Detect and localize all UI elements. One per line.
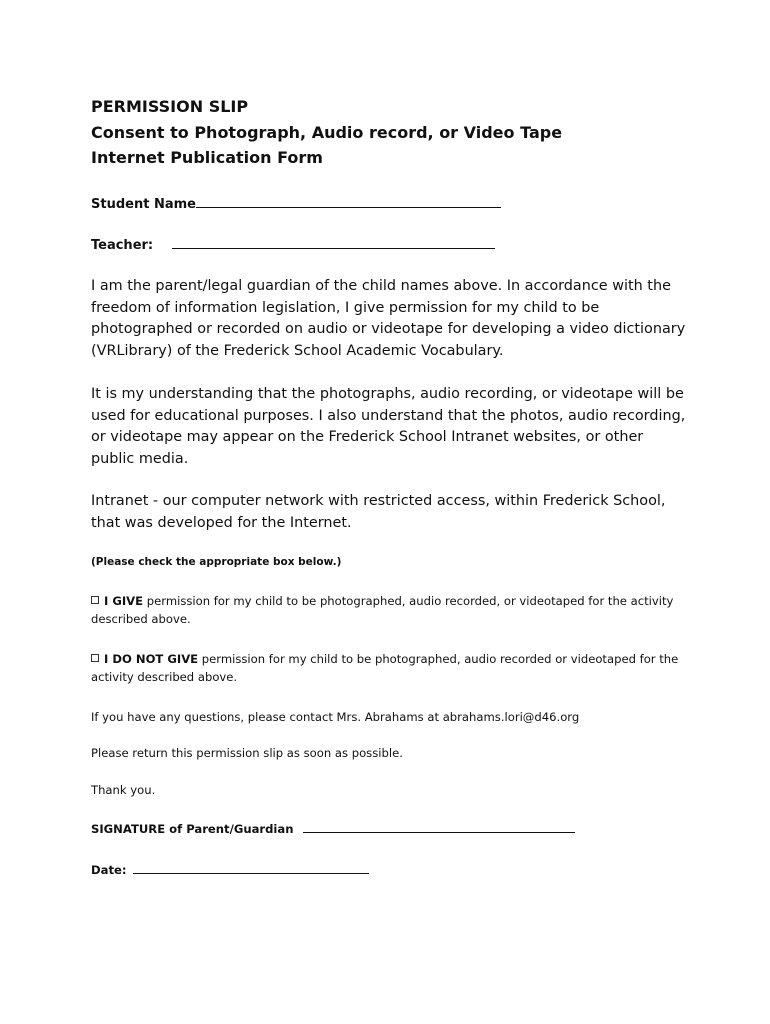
student-name-blank[interactable] [196, 194, 501, 208]
intranet-definition-paragraph: Intranet - our computer network with restricted access, within Frederick School, that was developed for the Internet. [91, 493, 666, 531]
deny-permission-checkbox[interactable] [91, 654, 99, 662]
document-subtitle: Consent to Photograph, Audio record, or Video Tape [91, 122, 563, 142]
deny-permission-bold: I DO NOT GIVE [104, 652, 199, 666]
teacher-blank[interactable] [172, 235, 495, 249]
date-field [91, 862, 369, 877]
deny-permission-option [91, 650, 691, 686]
check-box-instruction: (Please check the appropriate box below.) [91, 556, 342, 568]
contact-line: If you have any questions, please contact Mrs. Abrahams at abrahams.lori@d46.org [91, 710, 580, 724]
usage-paragraph: It is my understanding that the photographs, audio recording, or videotape will be used for educational purposes. I also understand that the photos, audio recording, or videotape may appear on the Frederick School Intranet websites, or other public media. [91, 386, 686, 468]
give-permission-text: permission for my child to be photographed, audio recorded, or videotaped for the activity described above. [91, 594, 674, 626]
thank-you-note: Thank you. [91, 783, 156, 797]
form-name: Internet Publication Form [91, 148, 323, 167]
permission-slip-document [91, 94, 691, 877]
give-permission-option [91, 592, 691, 628]
signature-field [91, 821, 575, 836]
return-note: Please return this permission slip as soon as possible. [91, 746, 403, 760]
consent-paragraph: I am the parent/legal guardian of the child names above. In accordance with the freedom of information legislation, I give permission for my child to be photographed or recorded on audio or videotape for developing a video dictionary (VRLibrary) of the Frederick School Academic Vocabulary. [91, 278, 686, 360]
give-permission-bold: I GIVE [104, 594, 144, 608]
document-title: PERMISSION SLIP [91, 97, 249, 116]
signature-blank[interactable] [303, 821, 575, 833]
student-name-label: Student Name [91, 197, 196, 212]
give-permission-checkbox[interactable] [91, 596, 99, 604]
date-label: Date: [91, 863, 127, 877]
signature-label: SIGNATURE of Parent/Guardian [91, 822, 294, 836]
date-blank[interactable] [133, 862, 369, 874]
deny-permission-text: permission for my child to be photographed, audio recorded or videotaped for the activity described above. [91, 652, 679, 684]
teacher-label: Teacher: [91, 238, 154, 253]
teacher-field [91, 235, 495, 253]
student-name-field [91, 194, 501, 212]
